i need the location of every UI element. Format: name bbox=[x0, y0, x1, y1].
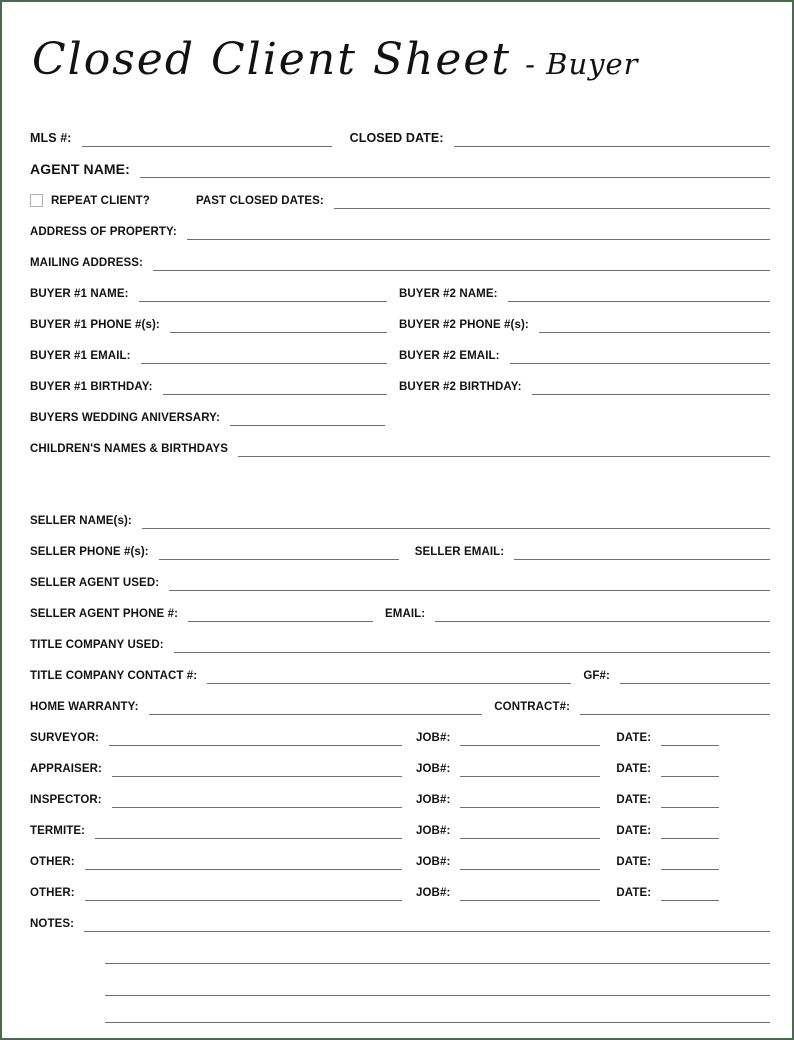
appraiser-field-line[interactable] bbox=[112, 776, 402, 777]
inspector-job-label: JOB#: bbox=[416, 794, 451, 807]
seller-agent-used-label: SELLER AGENT USED: bbox=[30, 577, 160, 590]
buyer1-name-label: BUYER #1 NAME: bbox=[30, 288, 129, 301]
home-warranty-label: HOME WARRANTY: bbox=[30, 701, 139, 714]
title-suffix-text: - Buyer bbox=[525, 47, 639, 81]
agent-name-label: AGENT NAME: bbox=[30, 160, 130, 177]
buyer2-birthday-label: BUYER #2 BIRTHDAY: bbox=[399, 381, 522, 394]
agent-name-field-line[interactable] bbox=[140, 177, 770, 178]
seller-phone-field-line[interactable] bbox=[159, 559, 399, 560]
title-company-contact-field-line[interactable] bbox=[207, 683, 571, 684]
other2-label: OTHER: bbox=[30, 887, 75, 900]
row-buyer-names bbox=[30, 271, 770, 302]
buyer1-birthday-field-line[interactable] bbox=[163, 394, 387, 395]
other1-date-label: DATE: bbox=[616, 856, 652, 869]
termite-field-line[interactable] bbox=[95, 838, 402, 839]
buyer2-name-field-line[interactable] bbox=[508, 301, 770, 302]
other1-job-field-line[interactable] bbox=[460, 869, 600, 870]
row-other-2 bbox=[30, 870, 770, 901]
row-appraiser bbox=[30, 746, 770, 777]
buyer1-phone-field-line[interactable] bbox=[170, 332, 387, 333]
row-mls-closed-date bbox=[30, 116, 770, 147]
buyer1-email-label: BUYER #1 EMAIL: bbox=[30, 350, 131, 363]
termite-date-field-line[interactable] bbox=[661, 838, 719, 839]
buyer2-phone-label: BUYER #2 PHONE #(s): bbox=[399, 319, 529, 332]
gf-label: GF#: bbox=[583, 670, 610, 683]
buyer2-phone-field-line[interactable] bbox=[539, 332, 770, 333]
other1-date-field-line[interactable] bbox=[661, 869, 719, 870]
other1-job-label: JOB#: bbox=[416, 856, 451, 869]
mailing-address-label: MAILING ADDRESS: bbox=[30, 257, 143, 270]
notes-line[interactable] bbox=[105, 964, 770, 996]
past-closed-dates-label: PAST CLOSED DATES: bbox=[195, 195, 324, 208]
surveyor-job-label: JOB#: bbox=[416, 732, 451, 745]
row-mailing-address bbox=[30, 240, 770, 271]
seller-email-label: SELLER EMAIL: bbox=[414, 546, 505, 559]
other1-label: OTHER: bbox=[30, 856, 75, 869]
other2-date-label: DATE: bbox=[616, 887, 652, 900]
seller-name-field-line[interactable] bbox=[142, 528, 770, 529]
contract-label: CONTRACT#: bbox=[494, 701, 570, 714]
repeat-client-checkbox[interactable] bbox=[30, 194, 43, 207]
seller-name-label: SELLER NAME(s): bbox=[30, 515, 132, 528]
row-address-of-property bbox=[30, 209, 770, 240]
page-title bbox=[32, 36, 770, 94]
notes-label: NOTES: bbox=[30, 918, 75, 931]
row-notes bbox=[30, 901, 770, 932]
buyer2-email-field-line[interactable] bbox=[510, 363, 770, 364]
appraiser-date-field-line[interactable] bbox=[661, 776, 719, 777]
row-home-warranty bbox=[30, 684, 770, 715]
title-company-used-label: TITLE COMPANY USED: bbox=[30, 639, 164, 652]
row-seller-name bbox=[30, 498, 770, 529]
buyer1-phone-label: BUYER #1 PHONE #(s): bbox=[30, 319, 160, 332]
other2-date-field-line[interactable] bbox=[661, 900, 719, 901]
past-closed-dates-field-line[interactable] bbox=[334, 208, 770, 209]
row-surveyor bbox=[30, 715, 770, 746]
termite-job-field-line[interactable] bbox=[460, 838, 600, 839]
buyer1-name-field-line[interactable] bbox=[139, 301, 387, 302]
seller-agent-phone-label: SELLER AGENT PHONE #: bbox=[30, 608, 178, 621]
surveyor-field-line[interactable] bbox=[109, 745, 402, 746]
inspector-label: INSPECTOR: bbox=[30, 794, 102, 807]
address-of-property-field-line[interactable] bbox=[187, 239, 770, 240]
row-buyer-emails bbox=[30, 333, 770, 364]
contract-field-line[interactable] bbox=[580, 714, 770, 715]
row-seller-agent-phone-email bbox=[30, 591, 770, 622]
buyer1-birthday-label: BUYER #1 BIRTHDAY: bbox=[30, 381, 153, 394]
seller-email-field-line[interactable] bbox=[514, 559, 770, 560]
surveyor-date-field-line[interactable] bbox=[661, 745, 719, 746]
appraiser-label: APPRAISER: bbox=[30, 763, 102, 776]
mls-label: MLS #: bbox=[30, 131, 72, 146]
other1-field-line[interactable] bbox=[85, 869, 402, 870]
termite-date-label: DATE: bbox=[616, 825, 652, 838]
home-warranty-field-line[interactable] bbox=[149, 714, 483, 715]
inspector-date-field-line[interactable] bbox=[661, 807, 719, 808]
row-other-1 bbox=[30, 839, 770, 870]
row-wedding-anniversary bbox=[30, 395, 770, 426]
appraiser-job-field-line[interactable] bbox=[460, 776, 600, 777]
seller-agent-phone-field-line[interactable] bbox=[188, 621, 373, 622]
children-label: CHILDREN'S NAMES & BIRTHDAYS bbox=[30, 443, 229, 456]
closed-date-label: CLOSED DATE: bbox=[349, 131, 444, 146]
row-seller-phone-email bbox=[30, 529, 770, 560]
buyer1-email-field-line[interactable] bbox=[141, 363, 387, 364]
wedding-anniversary-label: BUYERS WEDDING ANIVERSARY: bbox=[30, 412, 221, 425]
other2-job-field-line[interactable] bbox=[460, 900, 600, 901]
surveyor-label: SURVEYOR: bbox=[30, 732, 100, 745]
row-agent-name bbox=[30, 147, 770, 178]
closed-date-field-line[interactable] bbox=[454, 146, 770, 147]
seller-agent-used-field-line[interactable] bbox=[169, 590, 770, 591]
surveyor-job-field-line[interactable] bbox=[460, 745, 600, 746]
seller-agent-email-label: EMAIL: bbox=[385, 608, 426, 621]
row-title-company-contact bbox=[30, 653, 770, 684]
title-company-contact-label: TITLE COMPANY CONTACT #: bbox=[30, 670, 198, 683]
row-inspector bbox=[30, 777, 770, 808]
gf-field-line[interactable] bbox=[620, 683, 770, 684]
inspector-job-field-line[interactable] bbox=[460, 807, 600, 808]
row-buyer-phones bbox=[30, 302, 770, 333]
termite-job-label: JOB#: bbox=[416, 825, 451, 838]
repeat-client-label: REPEAT CLIENT? bbox=[51, 195, 150, 208]
notes-field-line[interactable] bbox=[84, 931, 770, 932]
appraiser-job-label: JOB#: bbox=[416, 763, 451, 776]
row-termite bbox=[30, 808, 770, 839]
page-content bbox=[2, 2, 792, 1038]
other2-job-label: JOB#: bbox=[416, 887, 451, 900]
inspector-field-line[interactable] bbox=[112, 807, 402, 808]
row-children bbox=[30, 426, 770, 457]
termite-label: TERMITE: bbox=[30, 825, 86, 838]
mailing-address-field-line[interactable] bbox=[153, 270, 770, 271]
mls-field-line[interactable] bbox=[82, 146, 332, 147]
address-of-property-label: ADDRESS OF PROPERTY: bbox=[30, 226, 177, 239]
inspector-date-label: DATE: bbox=[616, 794, 652, 807]
appraiser-date-label: DATE: bbox=[616, 763, 652, 776]
client-form bbox=[30, 116, 770, 1023]
buyer2-email-label: BUYER #2 EMAIL: bbox=[399, 350, 500, 363]
row-buyer-birthdays bbox=[30, 364, 770, 395]
title-company-used-field-line[interactable] bbox=[174, 652, 770, 653]
buyer2-name-label: BUYER #2 NAME: bbox=[399, 288, 498, 301]
seller-phone-label: SELLER PHONE #(s): bbox=[30, 546, 149, 559]
title-script-text: Closed Client Sheet bbox=[32, 34, 512, 85]
other2-field-line[interactable] bbox=[85, 900, 402, 901]
row-repeat-client bbox=[30, 178, 770, 209]
seller-agent-email-field-line[interactable] bbox=[435, 621, 770, 622]
notes-line[interactable] bbox=[105, 932, 770, 964]
notes-line[interactable] bbox=[105, 996, 770, 1023]
buyer2-birthday-field-line[interactable] bbox=[532, 394, 770, 395]
children-field-line[interactable] bbox=[238, 456, 770, 457]
wedding-anniversary-field-line[interactable] bbox=[230, 425, 385, 426]
row-seller-agent-used bbox=[30, 560, 770, 591]
surveyor-date-label: DATE: bbox=[616, 732, 652, 745]
row-title-company-used bbox=[30, 622, 770, 653]
